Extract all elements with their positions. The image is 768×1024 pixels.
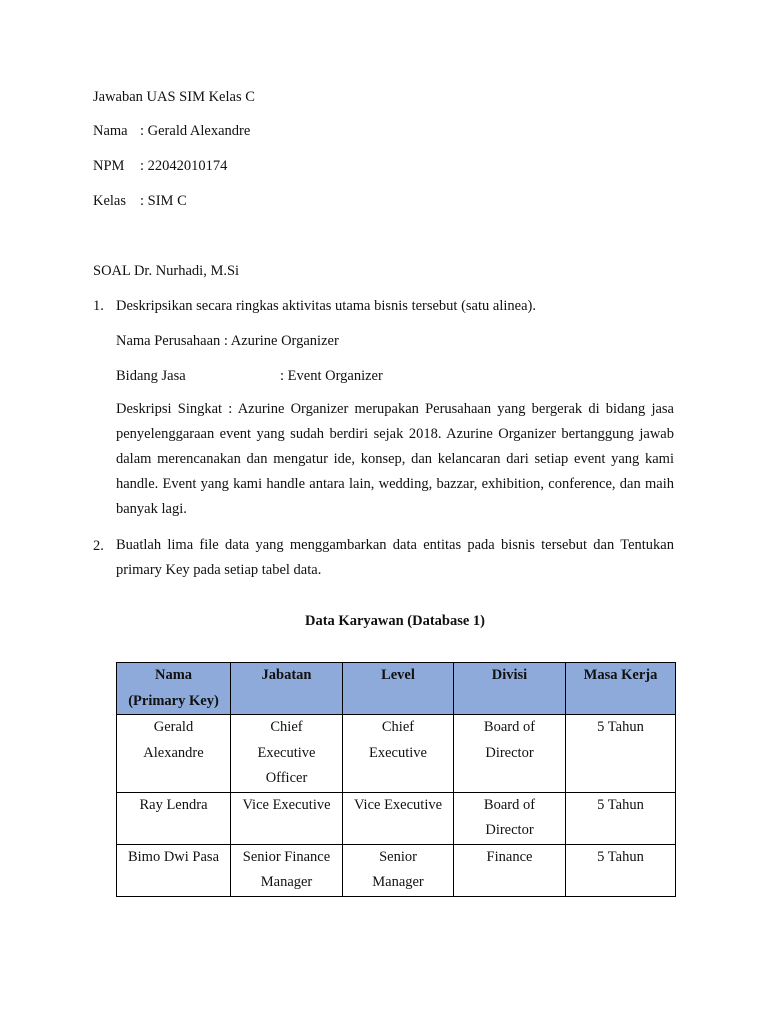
cell-masa-kerja: 5 Tahun	[566, 792, 676, 844]
cell-nama: Bimo Dwi Pasa	[117, 844, 231, 896]
deskripsi-text: Deskripsi Singkat : Azurine Organizer merupakan Perusahaan yang bergerak di bidang jasa penyelenggaraan event yang sudah berdiri sejak 2018. Azurine Organizer bertanggung jawab dalam merencanakan dan mengatur ide, konsep, dan kelancaran dari setiap event yang kami handle. Event yang kami handle antara lain, wedding, bazzar, exhibition, conference, dan maih banyak lagi.	[116, 401, 674, 517]
table-title: Data Karyawan (Database 1)	[304, 613, 486, 629]
cell-masa-kerja: 5 Tahun	[566, 844, 676, 896]
nama-perusahaan-value: : Azurine Organizer	[223, 333, 339, 349]
q2-number: 2.	[93, 538, 104, 554]
cell-level: Vice Executive	[343, 792, 454, 844]
q2-paragraph	[116, 533, 674, 583]
cell-nama: Gerald Alexandre	[117, 715, 231, 793]
cell-divisi: Board of Director	[454, 715, 566, 793]
doc-title: Jawaban UAS SIM Kelas C	[93, 89, 255, 105]
deskripsi-paragraph	[116, 397, 674, 522]
bidang-jasa-value: : Event Organizer	[280, 368, 383, 384]
cell-jabatan: Chief Executive Officer	[231, 715, 343, 793]
col-header-divisi: Divisi	[454, 663, 566, 715]
cell-nama: Ray Lendra	[117, 792, 231, 844]
cell-level: Senior Manager	[343, 844, 454, 896]
kelas-line	[93, 192, 187, 210]
table-row	[117, 792, 676, 844]
cell-jabatan: Senior Finance Manager	[231, 844, 343, 896]
q1-number: 1.	[93, 298, 104, 314]
kelas-label: Kelas	[93, 193, 127, 209]
q2-text: Buatlah lima file data yang menggambarkan data entitas pada bisnis tersebut dan Tentukan primary Key pada setiap tabel data.	[116, 537, 674, 578]
npm-label: NPM	[93, 158, 125, 174]
npm-value: : 22042010174	[140, 158, 228, 174]
kelas-value: : SIM C	[140, 193, 187, 209]
table-header-row	[117, 663, 676, 715]
col-header-masa-kerja: Masa Kerja	[566, 663, 676, 715]
nama-perusahaan-line	[116, 332, 339, 350]
cell-level: Chief Executive	[343, 715, 454, 793]
col-header-nama-sub: (Primary Key)	[128, 692, 219, 709]
data-karyawan-table	[116, 662, 676, 897]
nama-line	[93, 122, 250, 140]
npm-line	[93, 157, 227, 175]
col-header-level: Level	[343, 663, 454, 715]
soal-heading: SOAL Dr. Nurhadi, M.Si	[93, 263, 240, 279]
cell-divisi: Board of Director	[454, 792, 566, 844]
bidang-jasa-line	[116, 367, 383, 385]
cell-jabatan: Vice Executive	[231, 792, 343, 844]
bidang-jasa-label: Bidang Jasa	[116, 368, 186, 384]
q1-text: Deskripsikan secara ringkas aktivitas utama bisnis tersebut (satu alinea).	[116, 298, 536, 314]
col-header-nama	[117, 663, 231, 715]
nama-label: Nama	[93, 123, 128, 139]
nama-value: : Gerald Alexandre	[140, 123, 251, 139]
table-row	[117, 844, 676, 896]
col-header-nama-label: Nama	[154, 667, 193, 683]
table-row	[117, 715, 676, 793]
cell-masa-kerja: 5 Tahun	[566, 715, 676, 793]
col-header-jabatan: Jabatan	[231, 663, 343, 715]
nama-perusahaan-label: Nama Perusahaan	[116, 333, 221, 349]
cell-divisi: Finance	[454, 844, 566, 896]
